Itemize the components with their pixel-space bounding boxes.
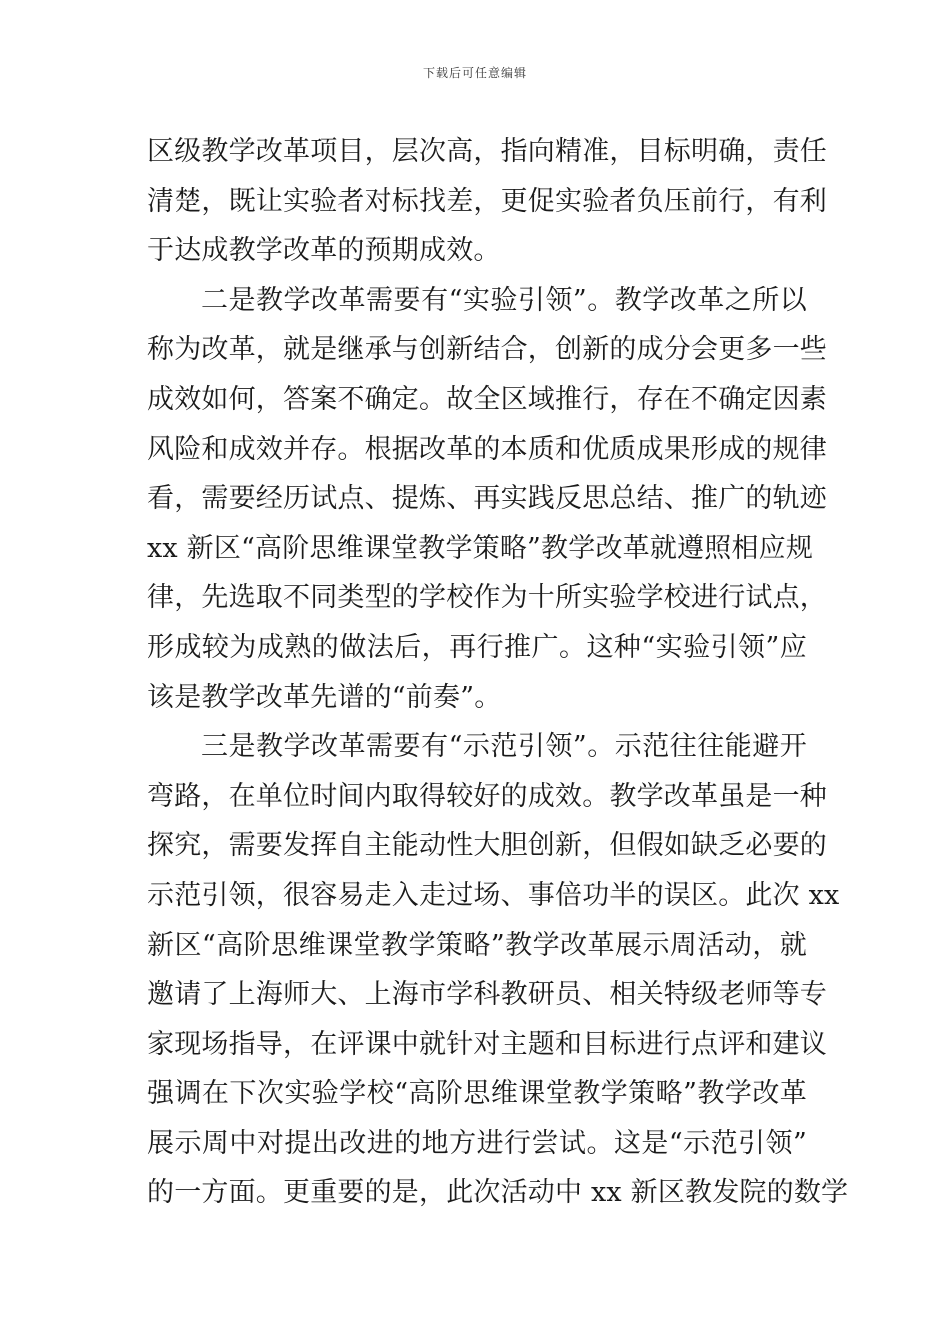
text-line: 二是教学改革需要有“实验引领”。教学改革之所以 (201, 284, 807, 316)
text-line: 于达成教学改革的预期成效。 (147, 235, 501, 267)
text-line: 探究，需要发挥自主能动性大胆创新，但假如缺乏必要的 (147, 830, 827, 862)
text-line: 的一方面。更重要的是，此次活动中 xx 新区教发院的数学 (147, 1177, 849, 1209)
text-line: 成效如何，答案不确定。故全区域推行，存在不确定因素 (147, 383, 827, 415)
page-header: 下载后可任意编辑 (422, 66, 527, 80)
text-line: 强调在下次实验学校“高阶思维课堂教学策略”教学改革 (147, 1078, 807, 1110)
text-line: 家现场指导，在评课中就针对主题和目标进行点评和建议 (147, 1028, 827, 1060)
text-line: 展示周中对提出改进的地方进行尝试。这是“示范引领” (147, 1127, 807, 1159)
text-line: 该是教学改革先谱的“前奏”。 (147, 681, 502, 713)
text-line: 三是教学改革需要有“示范引领”。示范往往能避开 (201, 731, 807, 763)
text-line: 形成较为成熟的做法后，再行推广。这种“实验引领”应 (147, 631, 807, 663)
text-line: 弯路，在单位时间内取得较好的成效。教学改革虽是一种 (147, 780, 827, 812)
text-line: 邀请了上海师大、上海市学科教研员、相关特级老师等专 (147, 979, 827, 1011)
text-line: 称为改革，就是继承与创新结合，创新的成分会更多一些 (147, 334, 827, 366)
text-line: 看，需要经历试点、提炼、再实践反思总结、推广的轨迹 (147, 483, 827, 515)
text-line: 区级教学改革项目，层次高，指向精准，目标明确，责任 (147, 136, 827, 167)
text-line: 清楚，既让实验者对标找差，更促实验者负压前行，有利 (147, 185, 827, 217)
document-body (147, 127, 849, 1218)
text-line: 风险和成效并存。根据改革的本质和优质成果形成的规律 (147, 433, 827, 465)
text-line: xx 新区“高阶思维课堂教学策略”教学改革就遵照相应规 (147, 532, 814, 564)
text-line: 新区“高阶思维课堂教学策略”教学改革展示周活动，就 (147, 929, 807, 961)
text-line: 示范引领，很容易走入走过场、事倍功半的误区。此次 xx (147, 879, 840, 911)
text-line: 律，先选取不同类型的学校作为十所实验学校进行试点， (147, 582, 827, 614)
